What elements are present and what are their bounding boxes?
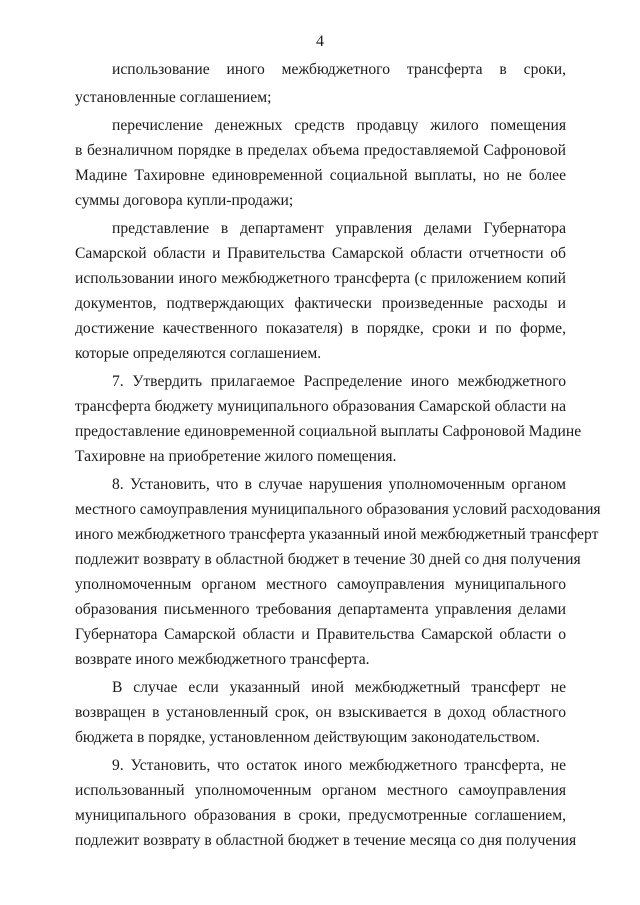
text-line: Самарской области и Правительства Самарской области отчетности об (75, 245, 566, 262)
text-line: трансферта бюджету муниципального образования Самарской области на (75, 398, 566, 415)
text-line: образования письменного требования департамента управления делами (75, 601, 566, 618)
text-line: возврате иного межбюджетного трансферта. (75, 651, 370, 668)
text-line: 9. Установить, что остаток иного межбюджетного трансферта, не (112, 757, 566, 774)
text-line: Губернатора Самарской области и Правительства Самарской области о (75, 626, 566, 643)
text-line: иного межбюджетного трансферта указанный иной межбюджетный трансферт (75, 526, 599, 543)
text-line: уполномоченным органом местного самоуправления муниципального (75, 576, 566, 593)
text-line: Мадине Тахировне единовременной социальной выплаты, но не более (75, 167, 566, 184)
text-line: в безналичном порядке в пределах объема предоставляемой Сафроновой (75, 142, 566, 159)
text-line: возвращен в установленный срок, он взыскивается в доход областного (75, 704, 566, 721)
text-line: использование иного межбюджетного трансферта в сроки, (112, 61, 566, 78)
text-line: подлежит возврату в областной бюджет в течение 30 дней со дня получения (75, 551, 581, 568)
text-line: подлежит возврату в областной бюджет в течение месяца со дня получения (75, 832, 577, 849)
text-line: местного самоуправления муниципального образования условий расходования (75, 501, 601, 518)
text-line: использованный уполномоченным органом местного самоуправления (75, 782, 566, 799)
text-line: перечисление денежных средств продавцу жилого помещения (112, 117, 566, 134)
text-line: В случае если указанный иной межбюджетный трансферт не (112, 679, 566, 696)
text-line: предоставление единовременной социальной выплаты Сафроновой Мадине (75, 423, 582, 440)
text-line: суммы договора купли-продажи; (75, 192, 294, 209)
text-line: Тахировне на приобретение жилого помещения. (75, 448, 397, 465)
page-number: 4 (316, 33, 324, 50)
text-line: которые определяются соглашением. (75, 345, 322, 362)
text-line: 7. Утвердить прилагаемое Распределение иного межбюджетного (112, 373, 566, 390)
text-line: представление в департамент управления делами Губернатора (112, 220, 566, 237)
text-line: документов, подтверждающих фактически произведенные расходы и (75, 295, 566, 312)
text-line: использовании иного межбюджетного трансферта (с приложением копий (75, 270, 566, 287)
text-line: установленные соглашением; (75, 89, 272, 106)
text-line: муниципального образования в сроки, предусмотренные соглашением, (75, 807, 566, 824)
text-line: бюджета в порядке, установленном действующим законодательством. (75, 729, 540, 746)
text-line: достижение качественного показателя) в порядке, сроки и по форме, (75, 320, 566, 337)
text-line: 8. Установить, что в случае нарушения уполномоченным органом (112, 476, 566, 493)
